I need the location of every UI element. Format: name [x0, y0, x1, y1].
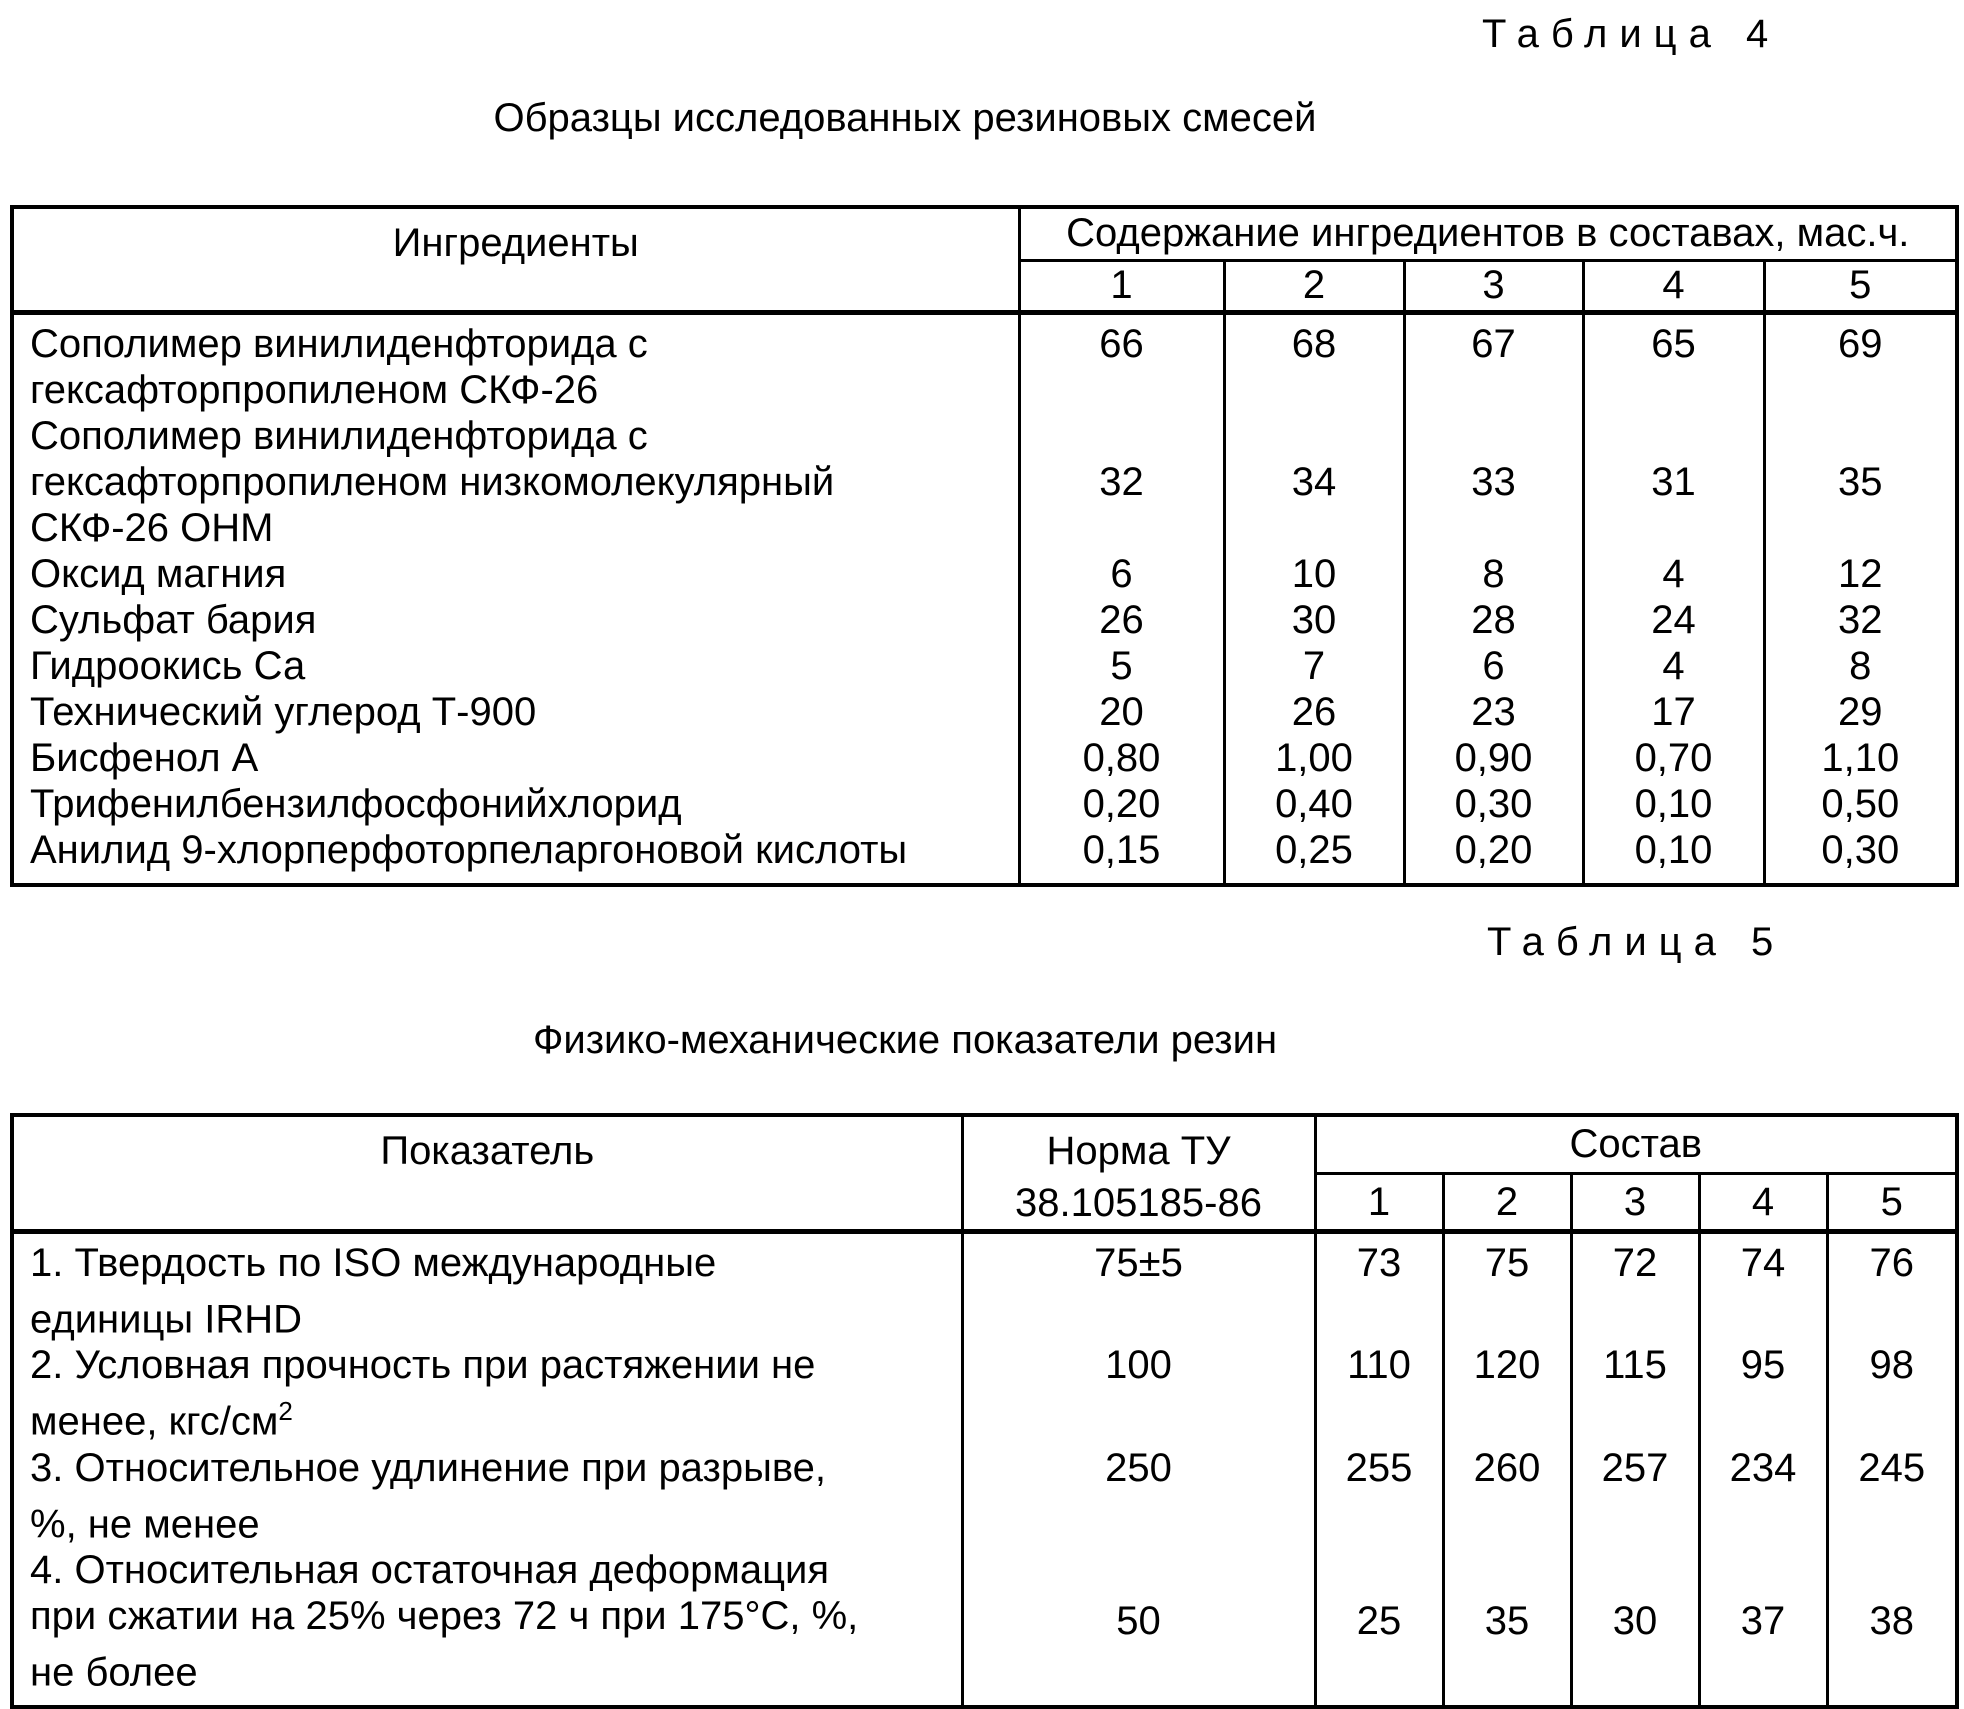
ingredient-value: 31 [1583, 413, 1764, 551]
ingredient-value: 0,20 [1404, 827, 1583, 885]
indicator-value: 75 [1443, 1232, 1571, 1343]
table-row [12, 1232, 1957, 1343]
table5-caption: Таблица 5 [1487, 920, 1786, 964]
indicator-value: 25 [1315, 1547, 1443, 1707]
norm-value: 250 [962, 1445, 1315, 1547]
table-row [12, 1445, 1957, 1547]
ingredient-value: 69 [1838, 321, 1883, 366]
table5 [10, 1113, 1959, 1709]
superscript: 2 [278, 1396, 293, 1427]
ingredient-value: 0,10 [1583, 781, 1764, 827]
ingredient-name: Трифенилбензилфосфонийхлорид [12, 781, 1019, 827]
table5-header-indicator: Показатель [12, 1115, 962, 1232]
indicator-value: 115 [1571, 1342, 1699, 1444]
ingredient-value: 0,10 [1583, 827, 1764, 885]
ingredient-value: 32 [1019, 413, 1224, 551]
ingredient-value: 0,40 [1224, 781, 1404, 827]
ingredient-value: 32 [1838, 597, 1883, 642]
indicator-value: 73 [1315, 1232, 1443, 1343]
table-row [12, 312, 1957, 413]
ingredient-name: Сополимер винилиденфторида с гексафторпропиленом низкомолекулярный СКФ-26 ОНМ [12, 413, 1019, 551]
table4-composition-1: 1 [1019, 260, 1224, 312]
indicator-name: 4. Относительная остаточная деформация при сжатии на 25% через 72 ч при 175°С, %, не более [12, 1547, 962, 1707]
norm-value: 50 [962, 1547, 1315, 1707]
indicator-value: 95 [1699, 1342, 1827, 1444]
ingredient-name: Бисфенол А [12, 735, 1019, 781]
ingredient-value: 0,80 [1019, 735, 1224, 781]
table5-composition-5: 5 [1827, 1174, 1957, 1232]
ingredient-name: Гидроокись Са [12, 643, 1019, 689]
indicator-name: 2. Условная прочность при растяжении не менее, кгс/$см^2$ [12, 1342, 962, 1444]
table4-composition-2: 2 [1224, 260, 1404, 312]
table5-header-norm: Норма ТУ 38.105185-86 [962, 1115, 1315, 1232]
ingredient-value: 0,30 [1821, 827, 1900, 872]
indicator-value: 37 [1699, 1547, 1827, 1707]
ingredient-name: Оксид магния [12, 551, 1019, 597]
ingredient-name: Анилид 9-хлорперфоторпеларгоновой кислоты [12, 827, 1019, 885]
table-row [12, 597, 1957, 643]
norm-value: 100 [962, 1342, 1315, 1444]
ingredient-value: 0,50 [1821, 781, 1900, 826]
table5-title: Физико-механические показатели резин [532, 1018, 1278, 1062]
indicator-value: 120 [1443, 1342, 1571, 1444]
ingredient-value: 6 [1019, 551, 1224, 597]
ingredient-value: 8 [1404, 551, 1583, 597]
ingredient-value: 4 [1583, 643, 1764, 689]
ingredient-value: 1,10 [1821, 735, 1900, 780]
ingredient-value: 0,90 [1404, 735, 1583, 781]
indicator-name: 1. Твердость по ISO международные единицы IRHD [12, 1232, 962, 1343]
indicator-value: 110 [1315, 1342, 1443, 1444]
table5-composition-4: 4 [1699, 1174, 1827, 1232]
ingredient-value: 7 [1224, 643, 1404, 689]
indicator-name: 3. Относительное удлинение при разрыве, %, не менее [12, 1445, 962, 1547]
table4-header-content: Содержание ингредиентов в составах, мас.ч. [1019, 207, 1957, 260]
ingredient-value: 35 [1838, 459, 1883, 504]
table-row [12, 643, 1957, 689]
table-row [12, 551, 1957, 597]
table4-title: Образцы исследованных резиновых смесей [493, 96, 1317, 140]
table4 [10, 205, 1959, 887]
table5-header-row-1 [12, 1115, 1957, 1174]
table-row [12, 827, 1957, 885]
ingredient-value: 4 [1583, 551, 1764, 597]
table4-composition-3: 3 [1404, 260, 1583, 312]
indicator-value: 255 [1315, 1445, 1443, 1547]
indicator-value: 30 [1571, 1547, 1699, 1707]
table-row [12, 413, 1957, 551]
ingredient-name: Технический углерод Т-900 [12, 689, 1019, 735]
table5-header-composition: Состав [1315, 1115, 1957, 1174]
table4-header-ingredients: Ингредиенты [12, 207, 1019, 312]
table5-composition-2: 2 [1443, 1174, 1571, 1232]
ingredient-value: 0,15 [1019, 827, 1224, 885]
ingredient-value: 17 [1583, 689, 1764, 735]
table4-composition-4: 4 [1583, 260, 1764, 312]
table-row [12, 1547, 1957, 1707]
table4-caption: Таблица 4 [1482, 12, 1781, 56]
ingredient-value: 28 [1404, 597, 1583, 643]
ingredient-value: 6 [1404, 643, 1583, 689]
indicator-value: 234 [1699, 1445, 1827, 1547]
ingredient-value: 24 [1583, 597, 1764, 643]
ingredient-value: 20 [1019, 689, 1224, 735]
ingredient-value: 29 [1838, 689, 1883, 734]
ingredient-value: 0,25 [1224, 827, 1404, 885]
ingredient-value: 26 [1224, 689, 1404, 735]
ingredient-value: 34 [1224, 413, 1404, 551]
table-row [12, 781, 1957, 827]
indicator-value: 38 [1869, 1599, 1915, 1644]
table4-header-row-1 [12, 207, 1957, 260]
ingredient-value: 66 [1019, 312, 1224, 413]
ingredient-value: 12 [1838, 551, 1883, 596]
ingredient-value: 26 [1019, 597, 1224, 643]
table4-composition-5: 5 [1764, 260, 1957, 312]
table5-composition-1: 1 [1315, 1174, 1443, 1232]
indicator-value: 245 [1858, 1445, 1926, 1490]
ingredient-value: 23 [1404, 689, 1583, 735]
ingredient-value: 0,20 [1019, 781, 1224, 827]
table-row [12, 1342, 1957, 1444]
ingredient-value: 8 [1849, 643, 1872, 688]
ingredient-name: Сополимер винилиденфторида с гексафторпропиленом СКФ-26 [12, 312, 1019, 413]
norm-value: 75±5 [962, 1232, 1315, 1343]
indicator-value: 72 [1571, 1232, 1699, 1343]
ingredient-value: 33 [1404, 413, 1583, 551]
ingredient-value: 68 [1224, 312, 1404, 413]
indicator-value: 76 [1869, 1241, 1915, 1285]
ingredient-name: Сульфат бария [12, 597, 1019, 643]
ingredient-value: 5 [1019, 643, 1224, 689]
ingredient-value: 65 [1583, 312, 1764, 413]
ingredient-value: 67 [1404, 312, 1583, 413]
table5-composition-3: 3 [1571, 1174, 1699, 1232]
ingredient-value: 30 [1224, 597, 1404, 643]
indicator-value: 74 [1699, 1232, 1827, 1343]
table-row [12, 735, 1957, 781]
ingredient-value: 10 [1224, 551, 1404, 597]
indicator-value: 260 [1443, 1445, 1571, 1547]
ingredient-value: 0,30 [1404, 781, 1583, 827]
indicator-value: 257 [1571, 1445, 1699, 1547]
ingredient-value: 0,70 [1583, 735, 1764, 781]
indicator-value: 35 [1443, 1547, 1571, 1707]
ingredient-value: 1,00 [1224, 735, 1404, 781]
indicator-value: 98 [1869, 1343, 1915, 1388]
table-row [12, 689, 1957, 735]
